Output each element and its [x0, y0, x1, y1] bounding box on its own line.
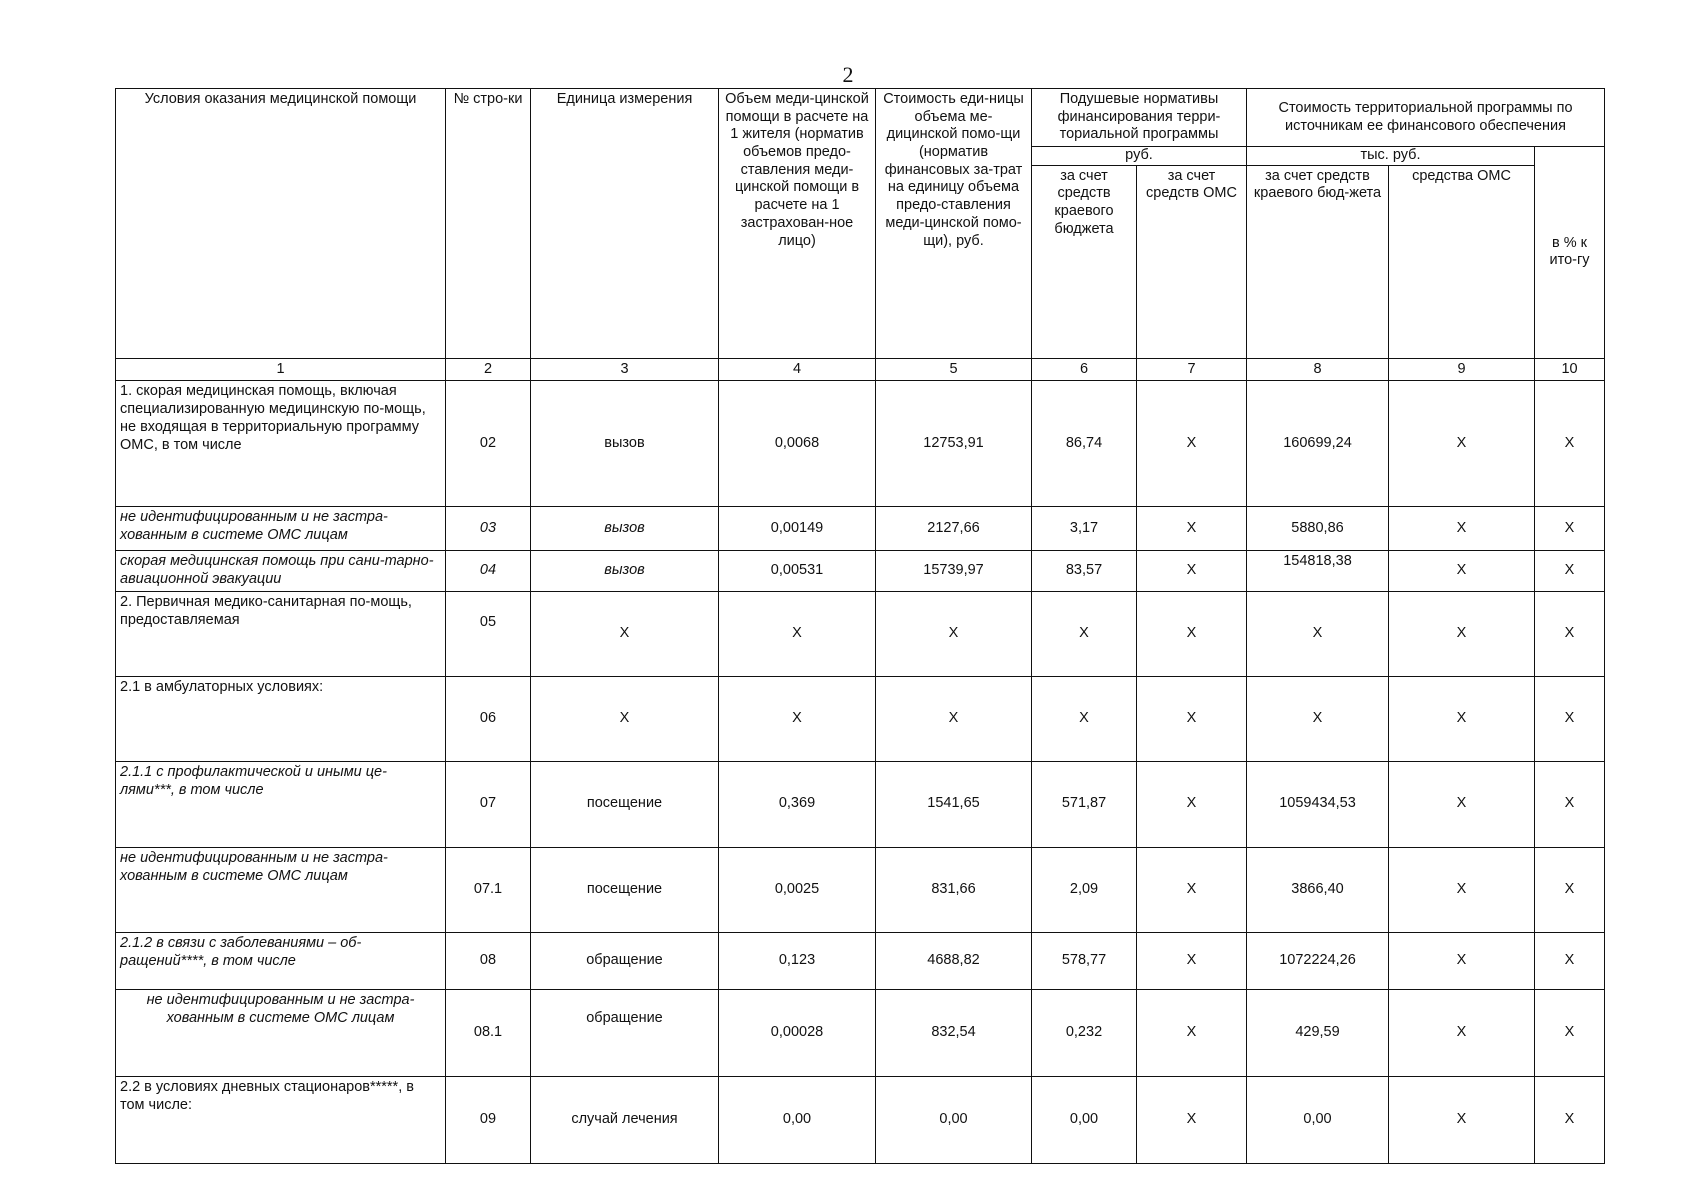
table-row [116, 761, 1605, 847]
row-label: 2. Первичная медико-санитарная по-мощь, предоставляемая [116, 591, 446, 676]
volume-cell: 0,00028 [719, 989, 876, 1076]
row-number: 07.1 [446, 847, 531, 932]
row-label: 2.1.1 с профилактической и иными це-лями***, в том числе [116, 761, 446, 847]
unit-cost-cell: 4688,82 [876, 932, 1032, 989]
per-capita-budget-cell: 578,77 [1032, 932, 1137, 989]
column-number: 5 [876, 358, 1032, 381]
header-total-oms: средства ОМС [1389, 165, 1535, 358]
per-capita-oms-cell: X [1137, 847, 1247, 932]
unit-cell: посещение [531, 761, 719, 847]
column-number: 3 [531, 358, 719, 381]
table-row [116, 591, 1605, 676]
column-number: 4 [719, 358, 876, 381]
column-number: 2 [446, 358, 531, 381]
volume-cell: X [719, 591, 876, 676]
row-label: 2.1.2 в связи с заболеваниями – об-ращений****, в том числе [116, 932, 446, 989]
per-capita-budget-cell: 2,09 [1032, 847, 1137, 932]
column-number: 7 [1137, 358, 1247, 381]
header-unit-cost: Стоимость еди-ницы объема ме-дицинской помо-щи (норматив финансовых за-трат на единицу объема предо-ставления меди-цинской помо-щи), руб. [876, 89, 1032, 359]
table-row [116, 507, 1605, 551]
total-oms-cell: X [1389, 507, 1535, 551]
total-budget-cell: 0,00 [1247, 1076, 1389, 1163]
percent-cell: X [1535, 591, 1605, 676]
percent-cell: X [1535, 381, 1605, 507]
row-number: 09 [446, 1076, 531, 1163]
percent-cell: X [1535, 989, 1605, 1076]
percent-cell: X [1535, 676, 1605, 761]
header-unit: Единица измерения [531, 89, 719, 359]
row-label: 1. скорая медицинская помощь, включая специализированную медицинскую по-мощь, не входящая в территориальную программу ОМС, в том числе [116, 381, 446, 507]
header-total-cost: Стоимость территориальной программы по источникам ее финансового обеспечения [1247, 89, 1605, 147]
row-number: 08.1 [446, 989, 531, 1076]
table-row [116, 989, 1605, 1076]
unit-cost-cell: 2127,66 [876, 507, 1032, 551]
per-capita-budget-cell: X [1032, 676, 1137, 761]
unit-cell: вызов [531, 551, 719, 591]
column-numbers-row [116, 358, 1605, 381]
total-oms-cell: X [1389, 591, 1535, 676]
header-percent: в % к ито-гу [1535, 147, 1605, 359]
total-budget-cell: 1059434,53 [1247, 761, 1389, 847]
total-budget-cell: X [1247, 676, 1389, 761]
percent-cell: X [1535, 551, 1605, 591]
page-number: 2 [842, 62, 854, 87]
total-budget-cell: X [1247, 591, 1389, 676]
header-per-capita-budget: за счет средств краевого бюджета [1032, 165, 1137, 358]
per-capita-budget-cell: X [1032, 591, 1137, 676]
table-row [116, 381, 1605, 507]
per-capita-oms-cell: X [1137, 591, 1247, 676]
table-row [116, 676, 1605, 761]
row-label: 2.2 в условиях дневных стационаров*****, в том числе: [116, 1076, 446, 1163]
unit-cost-cell: X [876, 591, 1032, 676]
unit-cost-cell: 1541,65 [876, 761, 1032, 847]
total-oms-cell: X [1389, 761, 1535, 847]
row-number: 05 [446, 591, 531, 676]
row-number: 06 [446, 676, 531, 761]
column-number: 6 [1032, 358, 1137, 381]
row-number: 08 [446, 932, 531, 989]
total-budget-cell: 154818,38 [1247, 551, 1389, 591]
total-oms-cell: X [1389, 676, 1535, 761]
total-budget-cell: 5880,86 [1247, 507, 1389, 551]
unit-cost-cell: 832,54 [876, 989, 1032, 1076]
header-row-no: № стро-ки [446, 89, 531, 359]
table-row [116, 847, 1605, 932]
header-per-capita: Подушевые нормативы финансирования терри-ториальной программы [1032, 89, 1247, 147]
per-capita-budget-cell: 86,74 [1032, 381, 1137, 507]
total-oms-cell: X [1389, 1076, 1535, 1163]
percent-cell: X [1535, 932, 1605, 989]
percent-cell: X [1535, 847, 1605, 932]
volume-cell: 0,00 [719, 1076, 876, 1163]
percent-cell: X [1535, 761, 1605, 847]
unit-cell: вызов [531, 381, 719, 507]
header-conditions: Условия оказания медицинской помощи [116, 89, 446, 359]
financing-table [115, 88, 1605, 1164]
per-capita-oms-cell: X [1137, 761, 1247, 847]
per-capita-oms-cell: X [1137, 381, 1247, 507]
total-budget-cell: 160699,24 [1247, 381, 1389, 507]
column-number: 8 [1247, 358, 1389, 381]
total-budget-cell: 429,59 [1247, 989, 1389, 1076]
per-capita-oms-cell: X [1137, 1076, 1247, 1163]
volume-cell: 0,0068 [719, 381, 876, 507]
unit-cost-cell: 0,00 [876, 1076, 1032, 1163]
header-row [116, 89, 1605, 147]
per-capita-oms-cell: X [1137, 989, 1247, 1076]
volume-cell: 0,123 [719, 932, 876, 989]
unit-cell: обращение [531, 989, 719, 1076]
per-capita-budget-cell: 0,00 [1032, 1076, 1137, 1163]
header-volume: Объем меди-цинской помощи в расчете на 1 жителя (норматив объемов предо-ставления меди-цинской помощи в расчете на 1 застрахован-ное лицо) [719, 89, 876, 359]
row-number: 07 [446, 761, 531, 847]
header-per-capita-unit: руб. [1032, 147, 1247, 166]
header-per-capita-oms: за счет средств ОМС [1137, 165, 1247, 358]
row-label: не идентифицированным и не застра-хованным в системе ОМС лицам [116, 847, 446, 932]
row-label: скорая медицинская помощь при сани-тарно-авиационной эвакуации [116, 551, 446, 591]
per-capita-budget-cell: 0,232 [1032, 989, 1137, 1076]
table-row [116, 932, 1605, 989]
header-total-cost-unit: тыс. руб. [1247, 147, 1535, 166]
row-label: не идентифицированным и не застра-хованным в системе ОМС лицам [116, 989, 446, 1076]
per-capita-budget-cell: 83,57 [1032, 551, 1137, 591]
total-oms-cell: X [1389, 847, 1535, 932]
header-total-budget: за счет средств краевого бюд-жета [1247, 165, 1389, 358]
unit-cost-cell: 831,66 [876, 847, 1032, 932]
row-number: 03 [446, 507, 531, 551]
row-label: 2.1 в амбулаторных условиях: [116, 676, 446, 761]
column-number: 1 [116, 358, 446, 381]
per-capita-oms-cell: X [1137, 932, 1247, 989]
unit-cost-cell: 12753,91 [876, 381, 1032, 507]
unit-cell: случай лечения [531, 1076, 719, 1163]
total-oms-cell: X [1389, 932, 1535, 989]
unit-cell: X [531, 591, 719, 676]
volume-cell: X [719, 676, 876, 761]
unit-cell: X [531, 676, 719, 761]
total-oms-cell: X [1389, 989, 1535, 1076]
total-oms-cell: X [1389, 381, 1535, 507]
per-capita-oms-cell: X [1137, 507, 1247, 551]
row-number: 04 [446, 551, 531, 591]
unit-cost-cell: 15739,97 [876, 551, 1032, 591]
row-number: 02 [446, 381, 531, 507]
unit-cell: посещение [531, 847, 719, 932]
per-capita-budget-cell: 3,17 [1032, 507, 1137, 551]
row-label: не идентифицированным и не застра-хованным в системе ОМС лицам [116, 507, 446, 551]
total-oms-cell: X [1389, 551, 1535, 591]
per-capita-budget-cell: 571,87 [1032, 761, 1137, 847]
unit-cell: вызов [531, 507, 719, 551]
volume-cell: 0,369 [719, 761, 876, 847]
unit-cost-cell: X [876, 676, 1032, 761]
table-row [116, 1076, 1605, 1163]
volume-cell: 0,00531 [719, 551, 876, 591]
total-budget-cell: 1072224,26 [1247, 932, 1389, 989]
column-number: 10 [1535, 358, 1605, 381]
percent-cell: X [1535, 1076, 1605, 1163]
per-capita-oms-cell: X [1137, 676, 1247, 761]
per-capita-oms-cell: X [1137, 551, 1247, 591]
volume-cell: 0,0025 [719, 847, 876, 932]
percent-cell: X [1535, 507, 1605, 551]
column-number: 9 [1389, 358, 1535, 381]
table-row [116, 551, 1605, 591]
volume-cell: 0,00149 [719, 507, 876, 551]
total-budget-cell: 3866,40 [1247, 847, 1389, 932]
unit-cell: обращение [531, 932, 719, 989]
